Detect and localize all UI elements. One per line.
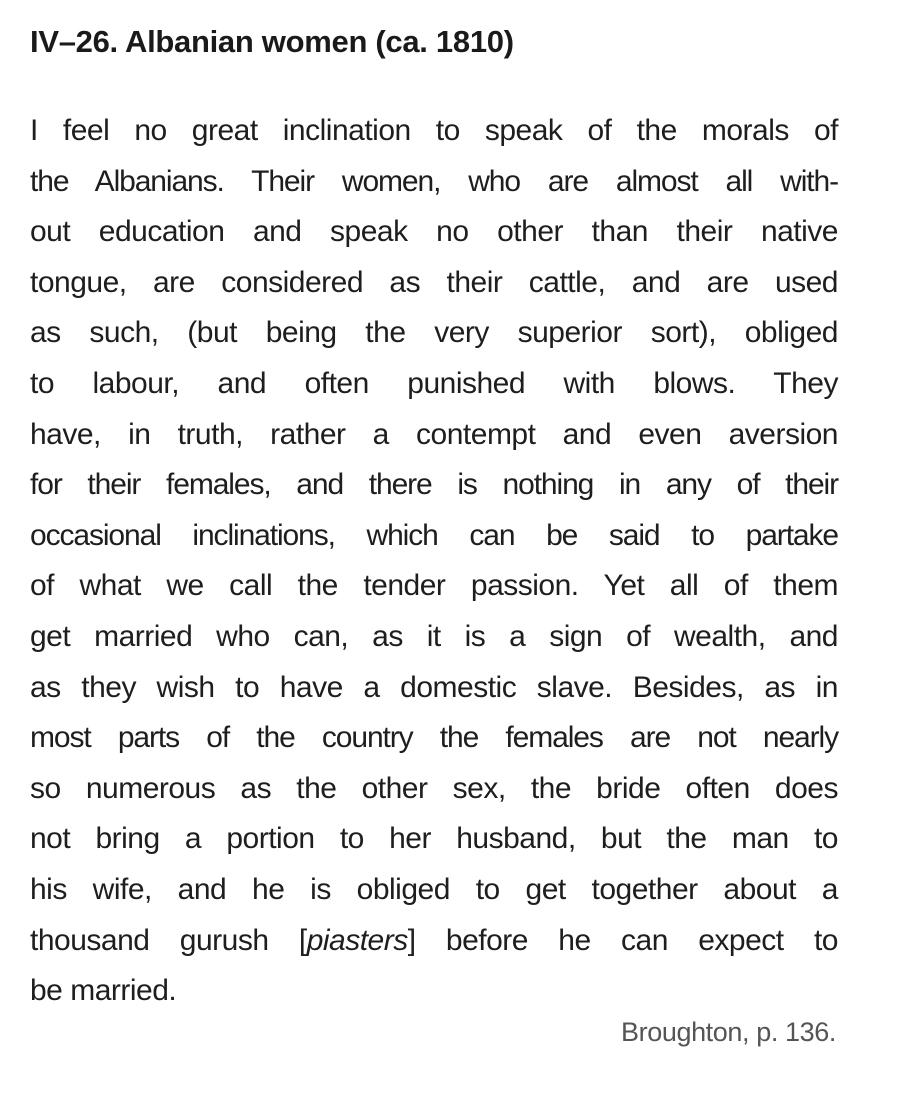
body-line: be married. — [30, 974, 177, 1008]
body-line: the Albanians. Their women, who are almost all with- — [30, 164, 838, 198]
body-line: most parts of the country the females are not nearly — [30, 721, 838, 755]
page-title: IV–26. Albanian women (ca. 1810) — [30, 24, 514, 59]
body-line: tongue, are considered as their cattle, and are used — [30, 265, 838, 299]
citation: Broughton, p. 136. — [621, 1017, 836, 1047]
body-line: as they wish to have a domestic slave. Besides, as in — [30, 670, 838, 704]
body-line: out education and speak no other than their native — [30, 215, 838, 249]
body-line: as such, (but being the very superior sort), obliged — [30, 316, 838, 350]
body-line: get married who can, as it is a sign of wealth, and — [30, 619, 838, 653]
body-text-segment: thousand gurush [ — [30, 923, 307, 957]
body-line: I feel no great inclination to speak of the morals of — [30, 114, 838, 147]
body-line-with-italic — [30, 916, 838, 967]
body-paragraph — [30, 106, 838, 1017]
italic-term: piasters — [306, 923, 408, 957]
body-line: his wife, and he is obliged to get together about a — [30, 872, 838, 906]
body-line: not bring a portion to her husband, but the man to — [30, 822, 838, 856]
body-line: for their females, and there is nothing in any of their — [30, 468, 838, 502]
body-line: occasional inclinations, which can be said to partake — [30, 518, 838, 552]
body-text-segment: ] before he can expect to — [407, 923, 838, 957]
body-line: so numerous as the other sex, the bride often does — [30, 771, 838, 805]
body-line: have, in truth, rather a contempt and even aversion — [30, 417, 838, 451]
body-line: to labour, and often punished with blows. They — [30, 366, 838, 400]
body-line: of what we call the tender passion. Yet all of them — [30, 569, 838, 603]
